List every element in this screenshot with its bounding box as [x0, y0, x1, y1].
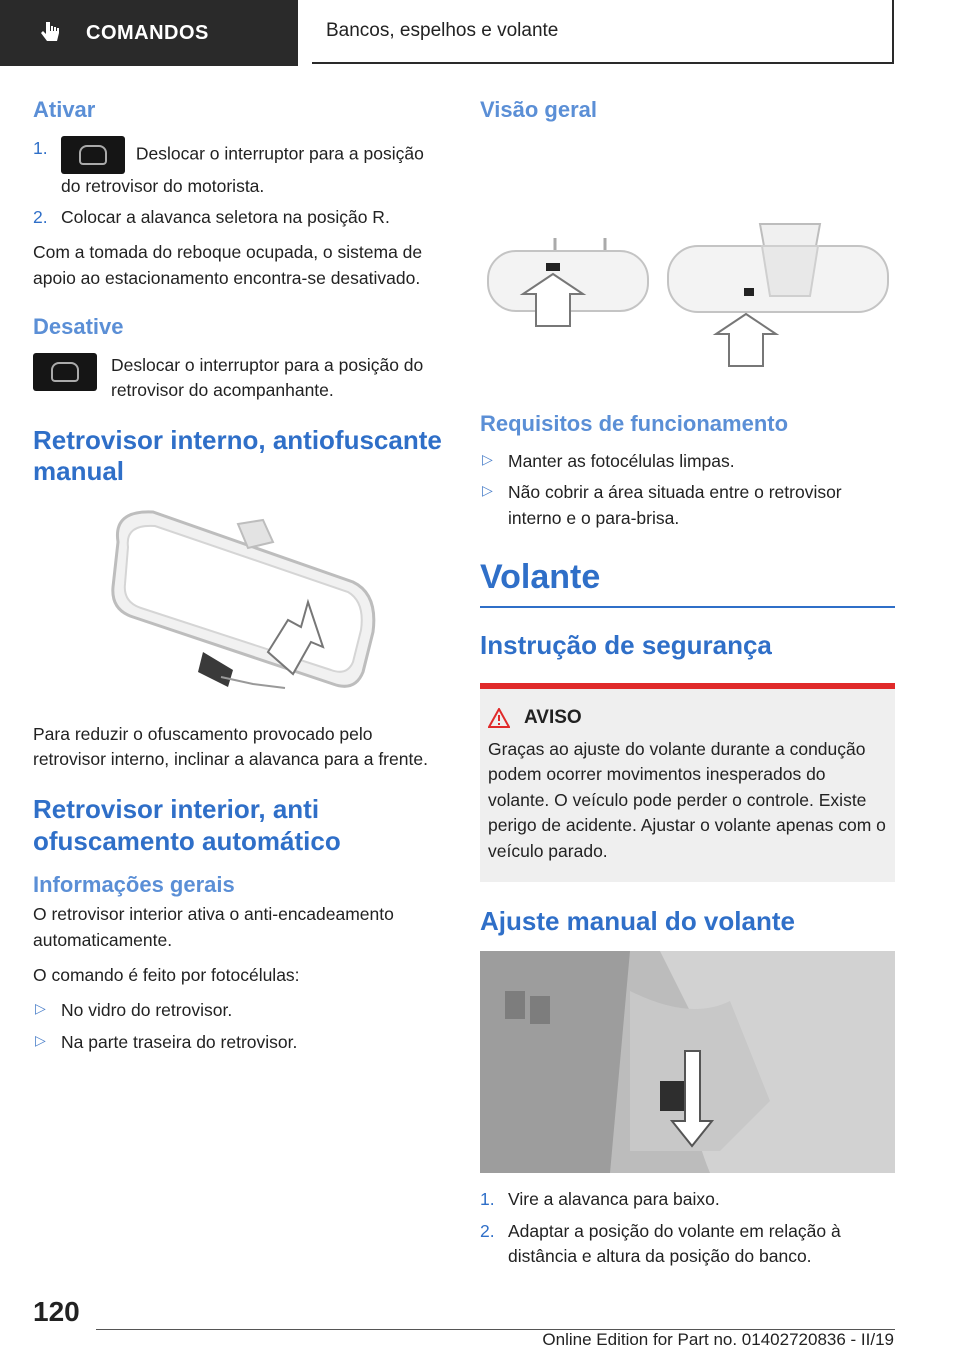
triangle-bullet-icon: ▷	[35, 1031, 46, 1048]
manual-adjust-heading: Ajuste manual do volante	[480, 905, 795, 936]
list-item: ▷ Na parte traseira do retrovisor.	[35, 1031, 298, 1052]
safety-heading: Instrução de segurança	[480, 629, 772, 660]
chapter-label: Bancos, espelhos e volante	[326, 20, 559, 41]
hand-pointer-icon	[38, 20, 62, 46]
triangle-bullet-icon: ▷	[35, 1000, 46, 1017]
ativar-steps	[33, 136, 446, 231]
auto-text-1: O retrovisor interior ativa o anti-encadeamento automaticamente.	[33, 904, 394, 950]
mirror-switch-icon	[61, 136, 125, 174]
ativar-note: Com a tomada do reboque ocupada, o sistema de apoio ao estacionamento encontra-se desativado.	[33, 242, 423, 288]
list-item: ▷ Manter as fotocélulas limpas.	[482, 451, 735, 471]
auto-mirror-heading: Retrovisor interior, anti ofuscamento automático	[33, 794, 341, 856]
warning-triangle-icon	[488, 708, 510, 728]
page-number: 120	[33, 1296, 80, 1327]
left-column	[33, 96, 446, 1065]
auto-text-2: O comando é feito por fotocélulas:	[33, 965, 300, 985]
mirror-switch-icon	[33, 353, 97, 391]
chapter-title	[312, 0, 894, 64]
edition-note: Online Edition for Part no. 01402720836 - II/19	[542, 1330, 894, 1349]
ativar-heading: Ativar	[33, 97, 96, 122]
page-header	[0, 0, 960, 66]
steering-column-photo	[480, 951, 895, 1173]
list-item: ▷ Não cobrir a área situada entre o retrovisor interno e o para-brisa.	[482, 482, 842, 528]
manual-mirror-text: Para reduzir o ofuscamento provocado pelo retrovisor interno, inclinar a alavanca para a frente.	[33, 723, 428, 769]
warning-text: Graças ao ajuste do volante durante a condução podem ocorrer movimentos inesperados do volante. O veículo pode perder o controle. Existe perigo de acidente. Ajustar o volante apenas com o veículo parado.	[488, 739, 886, 861]
section-tab	[0, 0, 298, 66]
manual-mirror-illustration	[33, 502, 446, 702]
desative-block: Deslocar o interruptor para a posição do retrovisor do acompanhante.	[33, 353, 446, 404]
section-label: COMANDOS	[86, 21, 209, 44]
triangle-bullet-icon: ▷	[482, 482, 493, 499]
warning-title: AVISO	[488, 707, 887, 729]
list-item: 1. Deslocar o interruptor para a posição do retrovisor do motorista.	[33, 137, 424, 196]
desative-heading: Desative	[33, 314, 124, 339]
list-item: 2. Adaptar a posição do volante em relação à distância e altura da posição do banco.	[480, 1220, 841, 1266]
list-item: 1. Vire a alavanca para baixo.	[480, 1189, 720, 1210]
right-column	[480, 96, 895, 1279]
steering-wheel-title: Volante	[480, 557, 895, 608]
warning-box	[480, 683, 895, 882]
photocell-list	[33, 998, 446, 1055]
requirements-list	[480, 449, 895, 531]
list-item: 2. Colocar a alavanca seletora na posição R.	[33, 206, 390, 227]
manual-mirror-heading: Retrovisor interno, antiofuscante manual	[33, 425, 442, 487]
adjust-steps	[480, 1187, 895, 1269]
overview-heading: Visão geral	[480, 97, 597, 122]
triangle-bullet-icon: ▷	[482, 451, 493, 467]
list-item: ▷ No vidro do retrovisor.	[35, 1000, 233, 1021]
requirements-heading: Requisitos de funcionamento	[480, 410, 789, 436]
general-info-heading: Informações gerais	[33, 871, 235, 897]
photocell-overview-illustration	[480, 136, 895, 386]
